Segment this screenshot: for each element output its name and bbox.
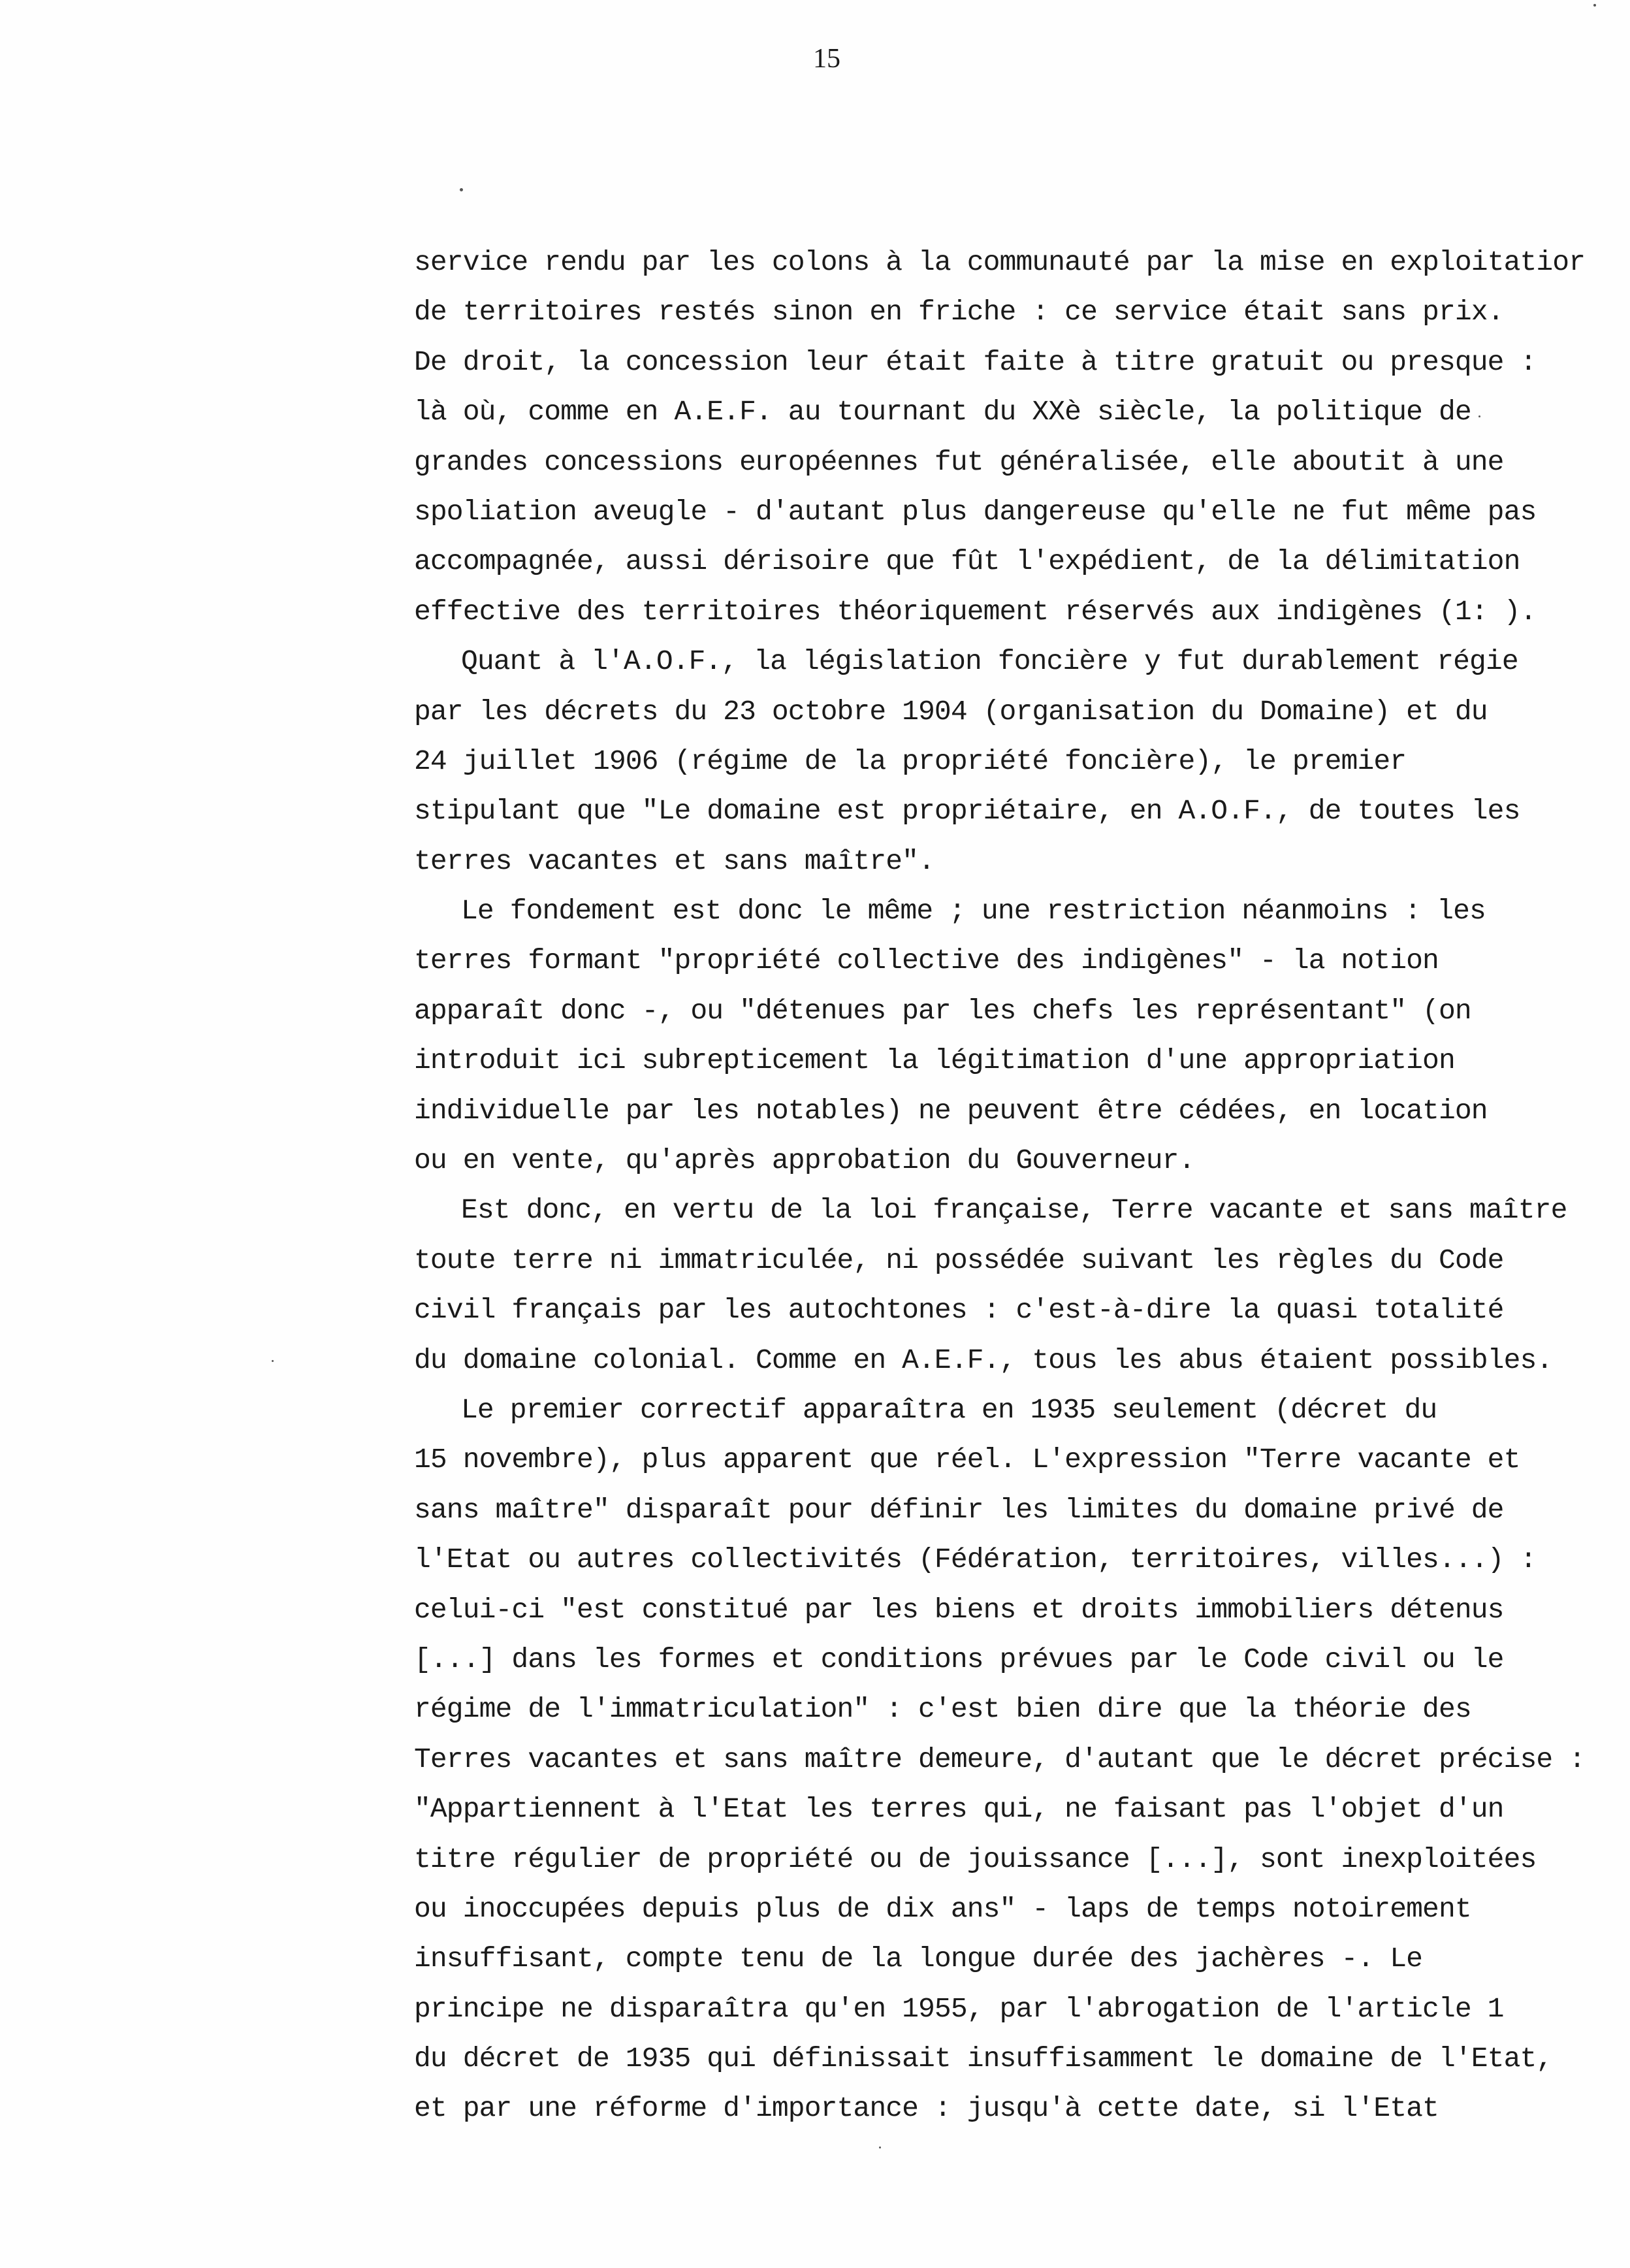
text-line: stipulant que "Le domaine est propriétaire, en A.O.F., de toutes les	[414, 795, 1520, 828]
text-line: De droit, la concession leur était faite à titre gratuit ou presque :	[414, 346, 1537, 378]
scan-speck	[879, 2146, 881, 2148]
text-line: grandes concessions européennes fut généralisée, elle aboutit à une	[414, 446, 1504, 478]
text-line: Terres vacantes et sans maître demeure, d'autant que le décret précise :	[414, 1743, 1586, 1775]
text-line: du décret de 1935 qui définissait insuffisamment le domaine de l'Etat,	[414, 2043, 1553, 2075]
text-line: sans maître" disparaît pour définir les limites du domaine privé de	[414, 1493, 1504, 1526]
text-line: introduit ici subrepticement la légitimation d'une appropriation	[414, 1045, 1455, 1077]
text-line: 24 juillet 1906 (régime de la propriété foncière), le premier	[414, 745, 1407, 777]
scan-speck	[1478, 415, 1480, 417]
text-line: titre régulier de propriété ou de jouissance [...], sont inexploitées	[414, 1843, 1537, 1875]
text-line: [...] dans les formes et conditions prévues par le Code civil ou le	[414, 1643, 1504, 1676]
text-line: et par une réforme d'importance : jusqu'à cette date, si l'Etat	[414, 2092, 1439, 2125]
text-line: de territoires restés sinon en friche : ce service était sans prix.	[414, 296, 1504, 329]
text-line: spoliation aveugle - d'autant plus dangereuse qu'elle ne fut même pas	[414, 495, 1537, 528]
body-text	[414, 238, 1603, 2134]
scan-speck	[1593, 4, 1596, 7]
text-line: insuffisant, compte tenu de la longue durée des jachères -. Le	[414, 1943, 1423, 1975]
paragraph-start-line: Le fondement est donc le même ; une restriction néanmoins : les	[461, 895, 1486, 928]
text-line: individuelle par les notables) ne peuvent être cédées, en location	[414, 1094, 1488, 1127]
page-number: 15	[813, 44, 840, 74]
text-line: accompagnée, aussi dérisoire que fût l'expédient, de la délimitation	[414, 545, 1520, 578]
text-line: principe ne disparaîtra qu'en 1955, par l'abrogation de l'article 1	[414, 1992, 1504, 2025]
text-line: ou en vente, qu'après approbation du Gouverneur.	[414, 1144, 1195, 1177]
text-line: apparaît donc -, ou "détenues par les chefs les représentant" (on	[414, 994, 1471, 1027]
scan-speck	[272, 1360, 274, 1362]
text-line: effective des territoires théoriquement réservés aux indigènes (1: ).	[414, 595, 1537, 628]
text-line: ou inoccupées depuis plus de dix ans" - laps de temps notoirement	[414, 1892, 1471, 1925]
paragraph-start-line: Est donc, en vertu de la loi française, Terre vacante et sans maître	[461, 1194, 1567, 1227]
text-line: civil français par les autochtones : c'est-à-dire la quasi totalité	[414, 1294, 1504, 1327]
text-line: régime de l'immatriculation" : c'est bien dire que la théorie des	[414, 1693, 1471, 1726]
paragraph-start-line: Quant à l'A.O.F., la législation foncière y fut durablement régie	[461, 645, 1518, 678]
text-line: là où, comme en A.E.F. au tournant du XXè siècle, la politique de	[414, 396, 1471, 429]
text-line: du domaine colonial. Comme en A.E.F., tous les abus étaient possibles.	[414, 1344, 1553, 1376]
text-line: toute terre ni immatriculée, ni possédée suivant les règles du Code	[414, 1244, 1504, 1276]
text-line: celui-ci "est constitué par les biens et droits immobiliers détenus	[414, 1593, 1504, 1626]
text-line: service rendu par les colons à la communauté par la mise en exploitatior	[414, 246, 1586, 278]
text-line: par les décrets du 23 octobre 1904 (organisation du Domaine) et du	[414, 695, 1488, 728]
scan-speck	[460, 188, 463, 191]
text-line: terres vacantes et sans maître".	[414, 845, 935, 877]
text-line: 15 novembre), plus apparent que réel. L'expression "Terre vacante et	[414, 1444, 1520, 1476]
text-line: l'Etat ou autres collectivités (Fédération, territoires, villes...) :	[414, 1544, 1537, 1576]
paragraph-start-line: Le premier correctif apparaîtra en 1935 seulement (décret du	[461, 1393, 1437, 1426]
text-line: "Appartiennent à l'Etat les terres qui, ne faisant pas l'objet d'un	[414, 1793, 1504, 1826]
text-line: terres formant "propriété collective des indigènes" - la notion	[414, 945, 1439, 977]
